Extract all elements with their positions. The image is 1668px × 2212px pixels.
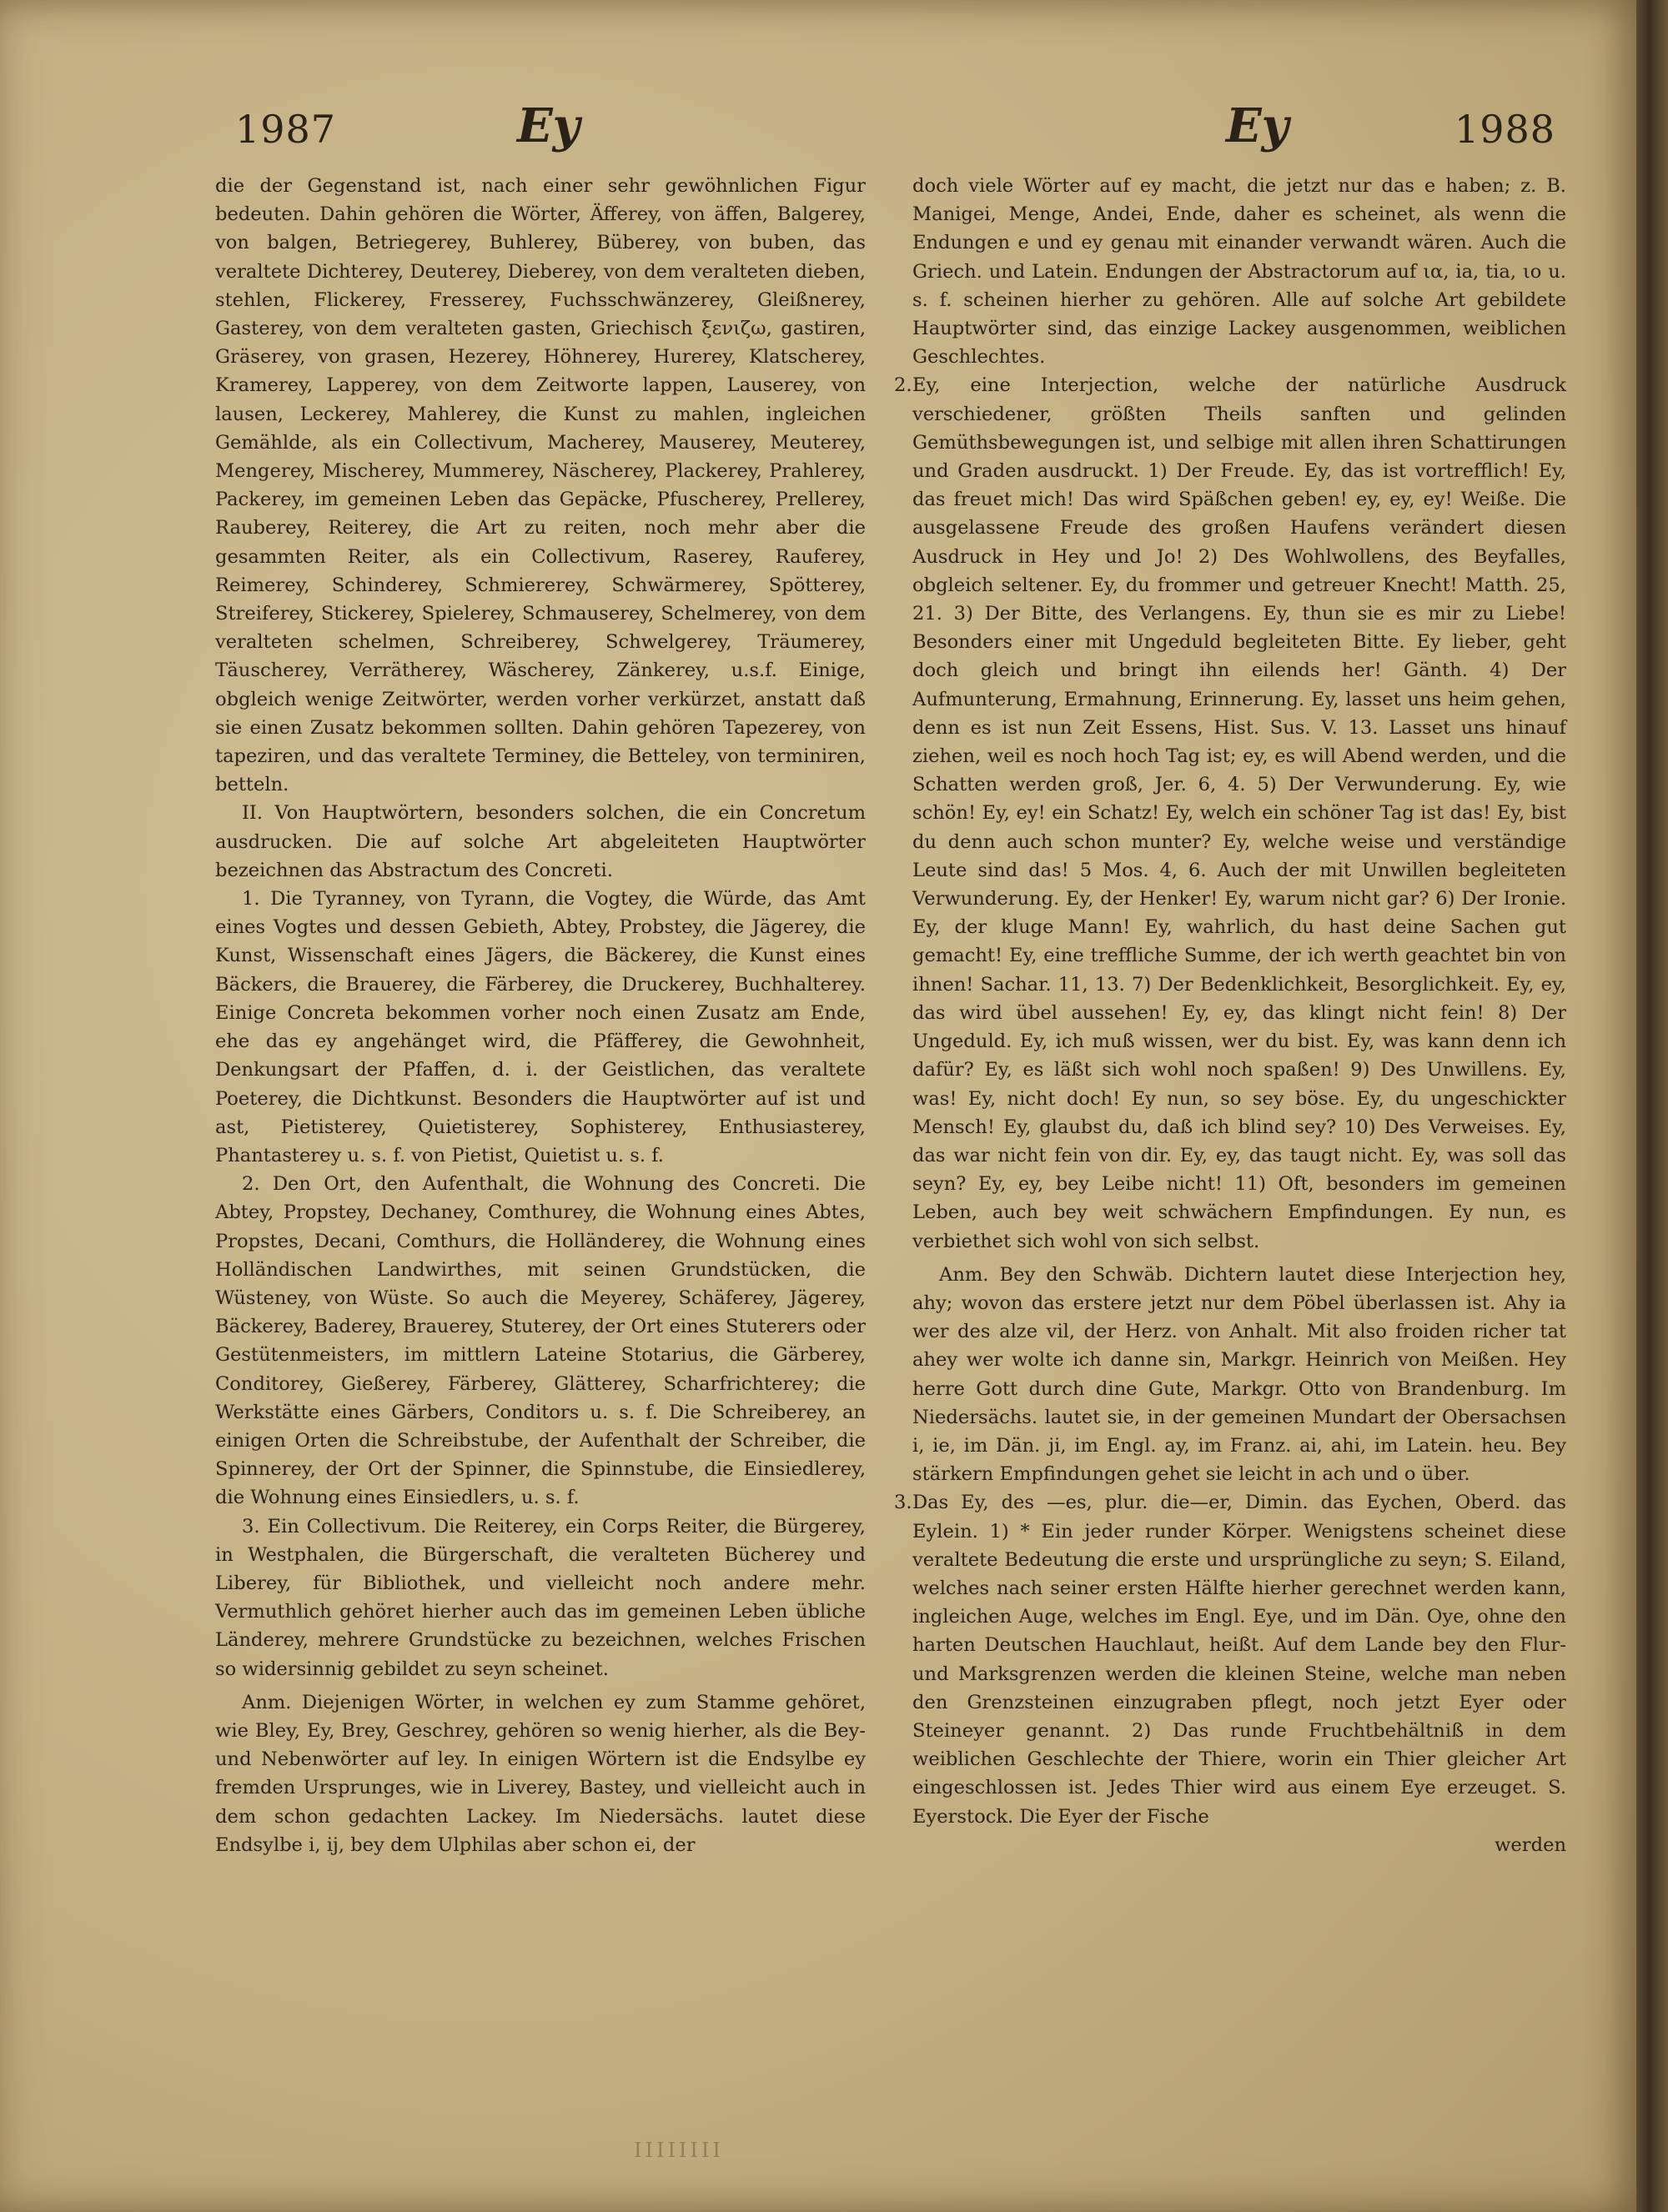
right-entry-2 bbox=[894, 371, 1566, 1255]
catchword: werden bbox=[1495, 1833, 1566, 1856]
headword-right: Ey bbox=[1226, 98, 1289, 153]
left-paragraph-2: II. Von Hauptwörtern, besonders solchen, die ein Concretum ausdrucken. Die auf solche Art abgeleiteten Hauptwörter bezeichnen das Abstractum des Concreti. bbox=[215, 802, 866, 881]
left-paragraph-3: 1. Die Tyranney, von Tyrann, die Vogtey, die Würde, das Amt eines Vogtes und dessen Gebieth, Abtey, Probstey, die Jägerey, die Kunst, Wissenschaft eines Jägers, die Bäckerey, die Kunst eines Bäckers, die Brauerey, die Färberey, die Druckerey, Buchhalterey. Einige Concreta bekommen vorher noch einen Zusatz am Ende, ehe das ey angehänget wird, die Pfäfferey, die Gewohnheit, Denkungsart der Pfaffen, d. i. der Geistlichen, das veraltete Poeterey, die Dichtkunst. Besonders die Hauptwörter auf ist und ast, Pietisterey, Quietisterey, Sophisterey, Enthusiasterey, Phantasterey u. s. f. von Pietist, Quietist u. s. f. bbox=[215, 888, 866, 1166]
left-paragraph-4: 2. Den Ort, den Aufenthalt, die Wohnung des Concreti. Die Abtey, Propstey, Dechaney, Comthurey, die Wohnung eines Abtes, Propstes, Decani, Comthurs, die Holländerey, die Wohnung eines Holländischen Landwirthes, mit seinen Grundstücken, die Wüsteney, von Wüste. So auch die Meyerey, Schäferey, Jägerey, Bäckerey, Baderey, Brauerey, Stuterey, der Ort eines Stuterers oder Gestütenmeisters, im mittlern Lateine Stotarius, die Gärberey, Conditorey, Gießerey, Färberey, Glätterey, Scharfrichterey; die Werkstätte eines Gärbers, Conditors u. s. f. Die Schreiberey, an einigen Orten die Schreibstube, der Aufenthalt der Schreiber, die Spinnerey, der Ort der Spinner, die Spinnstube, die Einsiedlerey, die Wohnung eines Einsiedlers, u. s. f. bbox=[215, 1173, 866, 1509]
left-paragraph-5: 3. Ein Collectivum. Die Reiterey, ein Corps Reiter, die Bürgerey, in Westphalen, die Bürgerschaft, die veralteten Bücherey und Liberey, für Bibliothek, und vielleicht noch andere mehr. Vermuthlich gehöret hierher auch das im gemeinen Leben übliche Länderey, mehrere Grundstücke zu bezeichnen, welches Frischen so widersinnig gebildet zu seyn scheinet. bbox=[215, 1515, 866, 1680]
right-paragraph-1: doch viele Wörter auf ey macht, die jetzt nur das e haben; z. B. Manigei, Menge, Andei, Ende, daher es scheinet, als wenn die Endungen e und ey genau mit einander verwandt wären. Auch die Griech. und Latein. Endungen der Abstractorum auf ια, ia, tia, ιο u. s. f. scheinen hierher zu gehören. Alle auf solche Art gebildete Hauptwörter sind, das einzige Lackey ausgenommen, weiblichen Geschlechtes. bbox=[912, 175, 1566, 369]
left-paragraph-1: die der Gegenstand ist, nach einer sehr gewöhnlichen Figur bedeuten. Dahin gehören die Wörter, Äfferey, von äffen, Balgerey, von balgen, Betriegerey, Buhlerey, Büberey, von buben, das veraltete Dichterey, Deuterey, Dieberey, von dem veralteten dieben, stehlen, Flickerey, Fresserey, Fuchsschwänzerey, Gleißnerey, Gasterey, von dem veralteten gasten, Griechisch ξενιζω, gastiren, Gräserey, von grasen, Hezerey, Höhnerey, Hurerey, Klatscherey, Kramerey, Lapperey, von dem Zeitworte lappen, Lauserey, von lausen, Leckerey, Mahlerey, die Kunst zu mahlen, ingleichen Gemählde, als ein Collectivum, Macherey, Mauserey, Meuterey, Mengerey, Mischerey, Mummerey, Näscherey, Plackerey, Prahlerey, Packerey, im gemeinen Leben das Gepäcke, Pfuscherey, Prellerey, Rauberey, Reiterey, die Art zu reiten, noch mehr aber die gesammten Reiter, als ein Collectivum, Raserey, Rauferey, Reimerey, Schinderey, Schmiererey, Schwärmerey, Spötterey, Streiferey, Stickerey, Spielerey, Schmauserey, Schelmerey, von dem veralteten schelmen, Schreiberey, Schwelgerey, Träumerey, Täuscherey, Verrätherey, Wäscherey, Zänkerey, u.s.f. Einige, obgleich wenige Zeitwörter, werden vorher verkürzet, anstatt daß sie einen Zusatz bekommen sollten. Dahin gehören Tapezerey, von tapeziren, und das veraltete Terminey, die Betteley, von terminiren, betteln. bbox=[215, 175, 866, 796]
entry-marker-2: 2. bbox=[894, 374, 912, 397]
page-header bbox=[0, 0, 1636, 167]
page-edge bbox=[1636, 0, 1668, 2212]
right-entry-3 bbox=[894, 1488, 1566, 1830]
page-number-right: 1988 bbox=[1454, 107, 1556, 152]
left-paragraph-6: Anm. Diejenigen Wörter, in welchen ey zum Stamme gehöret, wie Bley, Ey, Brey, Geschrey, gehören so wenig hierher, als die Bey- und Nebenwörter auf ley. In einigen Wörtern ist die Endsylbe ey fremden Ursprunges, wie in Liverey, Bastey, und vielleicht auch in dem schon gedachten Lackey. Im Niedersächs. lautet diese Endsylbe i, ij, bey dem Ulphilas aber schon ei, der bbox=[215, 1691, 866, 1856]
signature-mark: IIIIIIII bbox=[634, 2139, 724, 2162]
right-paragraph-2: Ey, eine Interjection, welche der natürliche Ausdruck verschiedener, größten Theils sanften und gelinden Gemüthsbewegungen ist, und selbige mit allen ihren Schattirungen und Graden ausdruckt. 1) Der Freude. Ey, das ist vortrefflich! Ey, das freuet mich! Das wird Späßchen geben! ey, ey, ey! Weiße. Die ausgelassene Freude des großen Haufens verändert diesen Ausdruck in Hey und Jo! 2) Des Wohlwollens, des Beyfalles, obgleich seltener. Ey, du frommer und getreuer Knecht! Matth. 25, 21. 3) Der Bitte, des Verlangens. Ey, thun sie es mir zu Liebe! Besonders einer mit Ungeduld begleiteten Bitte. Ey lieber, geht doch gleich und bringt ihn eilends her! Gänth. 4) Der Aufmunterung, Ermahnung, Erinnerung. Ey, lasset uns heim gehen, denn es ist nun Zeit Essens, Hist. Sus. V. 13. Lasset uns hinauf ziehen, weil es noch hoch Tag ist; ey, es will Abend werden, und die Schatten werden groß, Jer. 6, 4. 5) Der Verwunderung. Ey, wie schön! Ey, ey! ein Schatz! Ey, welch ein schöner Tag ist das! Ey, bist du denn auch schon munter? Ey, welche weise und verständige Leute sind das! 5 Mos. 4, 6. Auch der mit Unwillen begleiteten Verwunderung. Ey, der Henker! Ey, warum nicht gar? 6) Der Ironie. Ey, der kluge Mann! Ey, wahrlich, du hast deine Sachen gut gemacht! Ey, eine treffliche Summe, der ich werth geachtet bin von ihnen! Sachar. 11, 13. 7) Der Bedenklichkeit, Besorglichkeit. Ey, ey, das wird übel aussehen! Ey, ey, das klingt nicht fein! 8) Der Ungeduld. Ey, ich muß wissen, wer du bist. Ey, was kann denn ich dafür? Ey, es läßt sich wohl noch spaßen! 9) Des Unwillens. Ey, was! Ey, nicht doch! Ey nun, so sey böse. Ey, du ungeschickter Mensch! Ey, glaubst du, daß ich blind sey? 10) Des Verweises. Ey, das war nicht fein von dir. Ey, ey, das taugt nicht. Ey, was soll das seyn? Ey, ey, bey Leibe nicht! 11) Oft, besonders im gemeinen Leben, auch bey weit schwächern Empfindungen. Ey nun, es verbiethet sich wohl von sich selbst. bbox=[912, 374, 1566, 1252]
right-paragraph-4: Das Ey, des —es, plur. die—er, Dimin. das Eychen, Oberd. das Eylein. 1) * Ein jeder runder Körper. Wenigstens scheinet diese veraltete Bedeutung die erste und ursprüngliche zu seyn; S. Eiland, welches nach seiner ersten Hälfte hierher gerechnet werden kann, ingleichen Auge, welches im Engl. Eye, und im Dän. Oye, ohne den harten Deutschen Hauchlaut, heißt. Auf dem Lande bey den Flur- und Marksgrenzen werden die kleinen Steine, welche man neben den Grenzsteinen einzugraben pflegt, noch jetzt Eyer oder Steineyer genannt. 2) Das runde Fruchtbehältniß in dem weiblichen Geschlechte der Thiere, worin ein Thier gleicher Art eingeschlossen ist. Jedes Thier wird aus einem Eye erzeuget. S. Eyerstock. Die Eyer der Fische bbox=[912, 1492, 1566, 1828]
page-number-left: 1987 bbox=[235, 107, 337, 152]
headword-left: Ey bbox=[517, 98, 580, 153]
entry-marker-3: 3. bbox=[894, 1492, 912, 1514]
right-paragraph-3: Anm. Bey den Schwäb. Dichtern lautet diese Interjection hey, ahy; wovon das erstere jetzt nur dem Pöbel überlassen ist. Ahy ia wer des alze vil, der Herz. von Anhalt. Mit also froiden richer tat ahey wer wolte ich danne sin, Markgr. Heinrich von Meißen. Hey herre Gott durch dine Gute, Markgr. Otto von Brandenburg. Im Niedersächs. lautet sie, in der gemeinen Mundart der Obersachsen i, ie, im Dän. ji, im Engl. ay, im Franz. ai, ahi, im Latein. heu. Bey stärkern Empfindungen gehet sie leicht in ach und o über. bbox=[912, 1263, 1566, 1486]
left-column bbox=[215, 172, 866, 1859]
right-column bbox=[894, 172, 1566, 1859]
